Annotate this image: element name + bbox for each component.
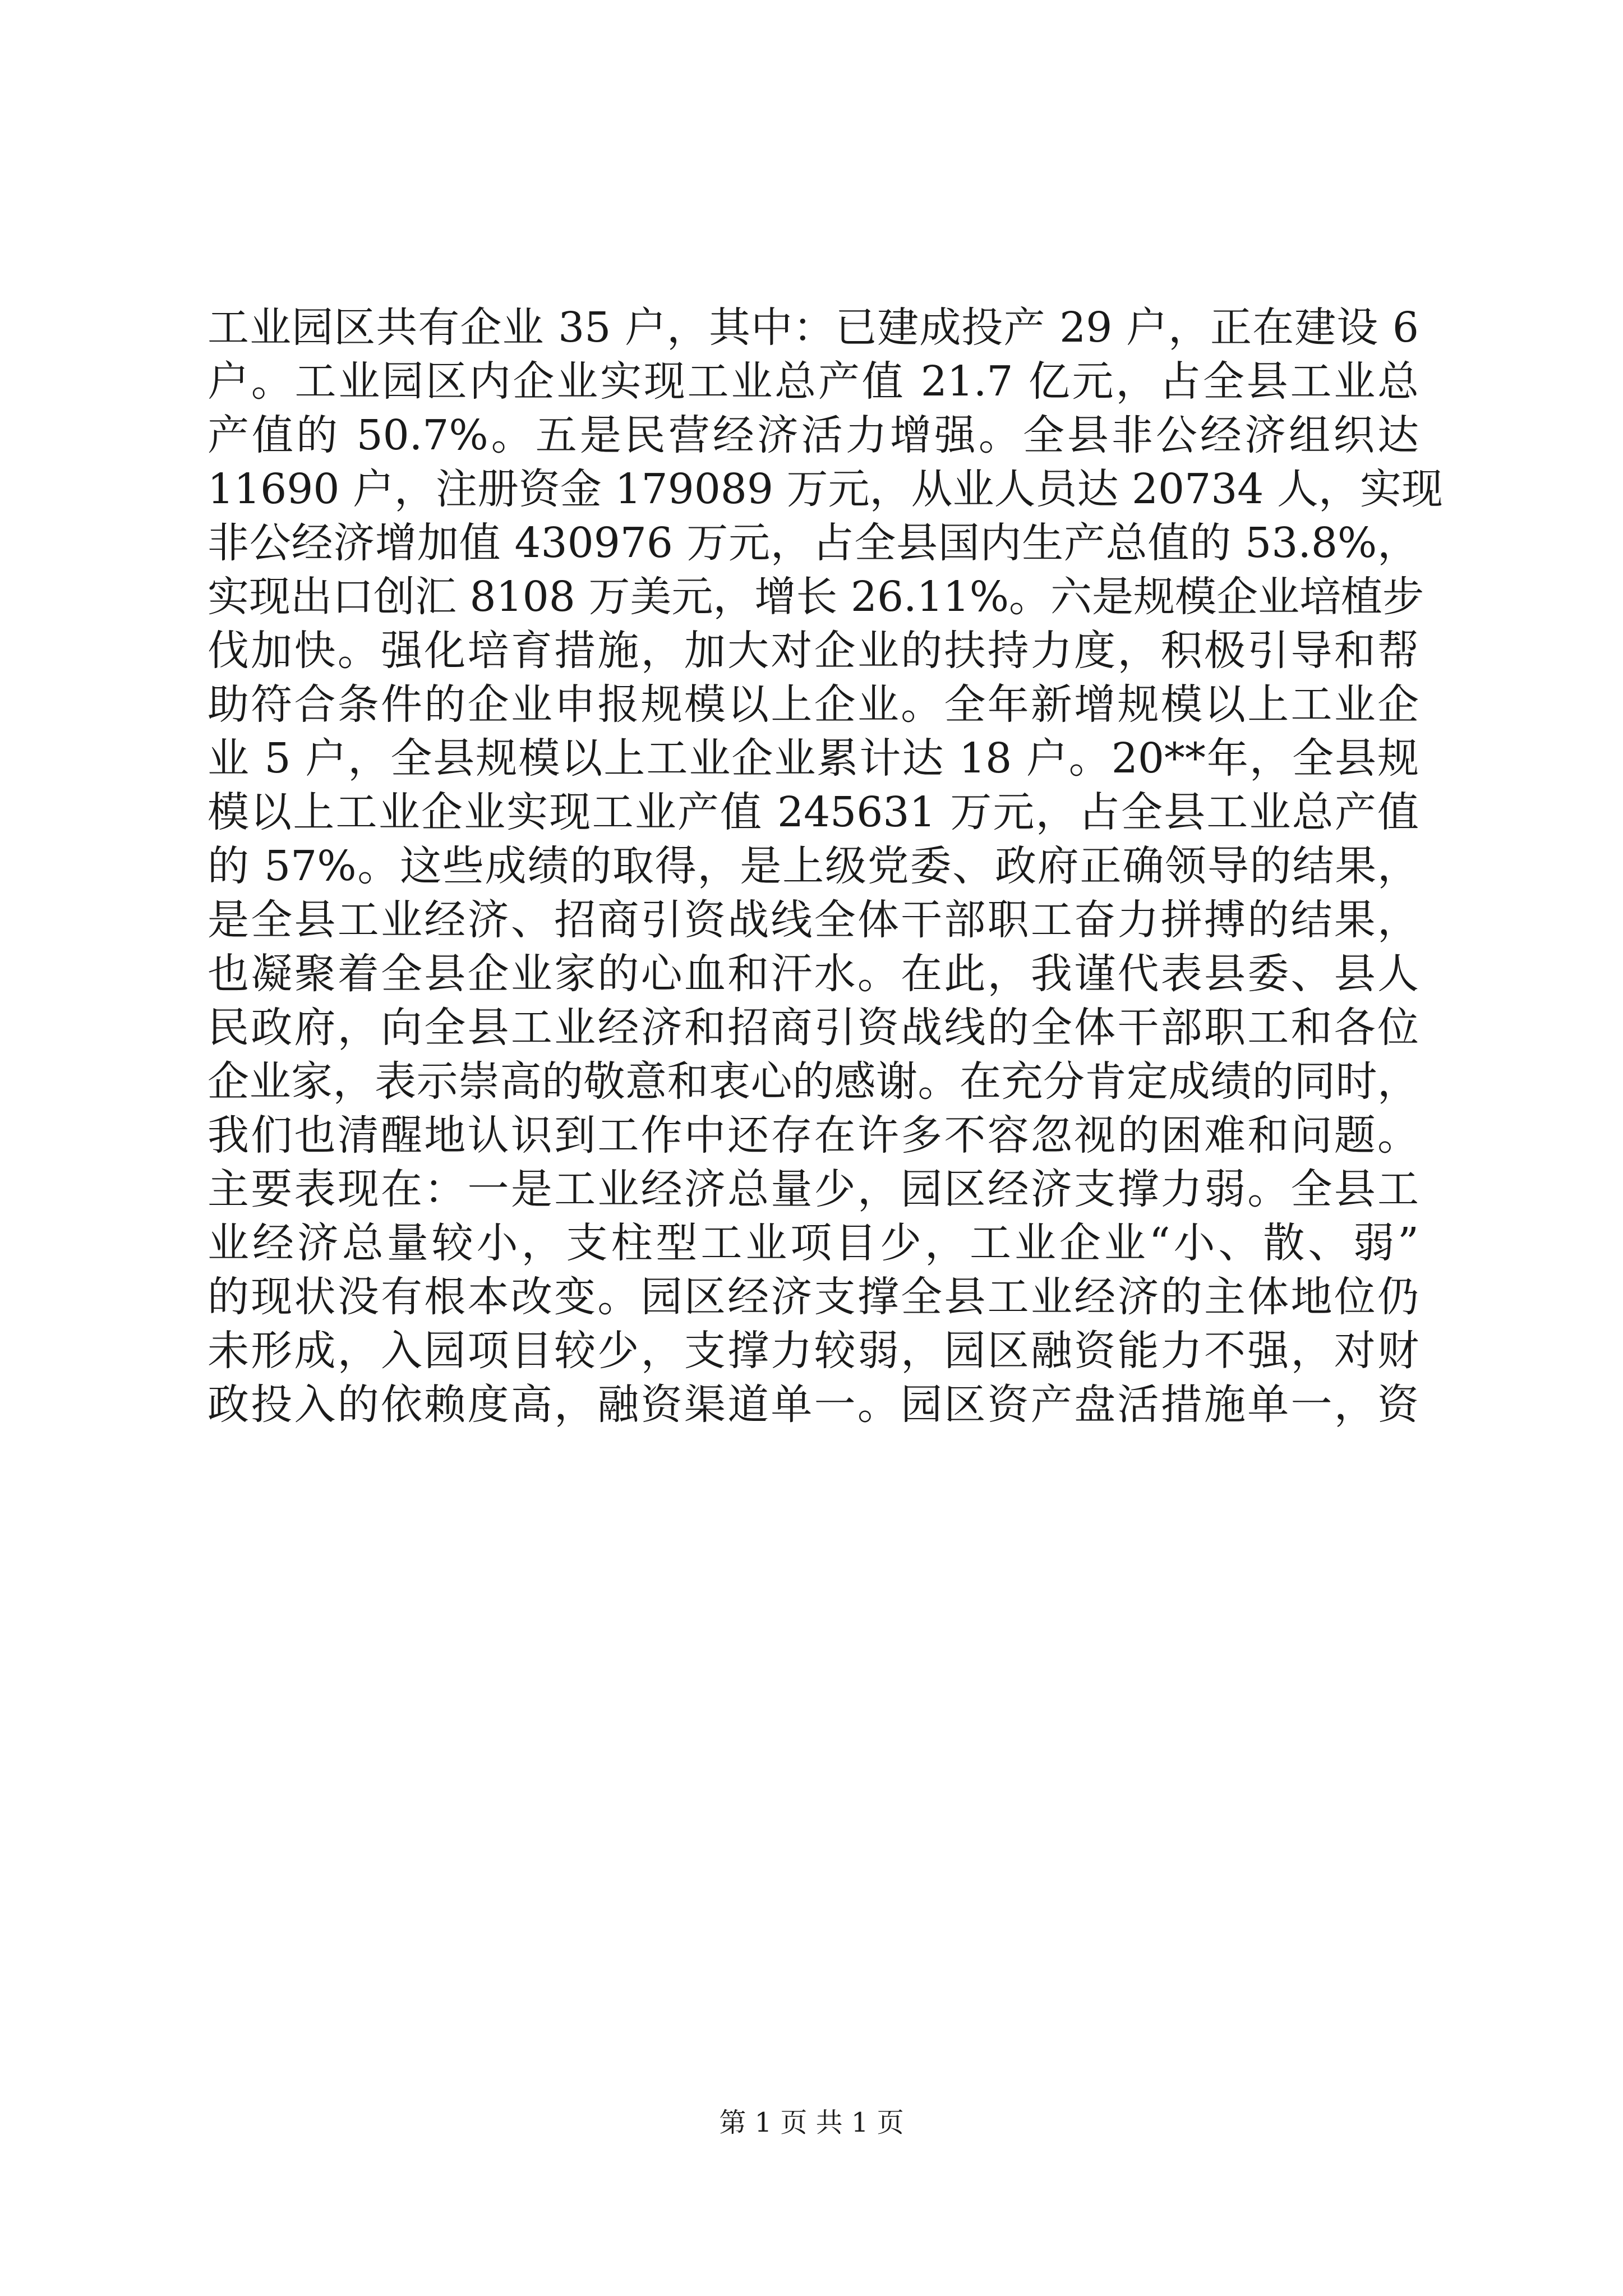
text-line: 的现状没有根本改变。园区经济支撑全县工业经济的主体地位仍 [208, 1273, 1419, 1321]
text-line: 户。工业园区内企业实现工业总产值 21.7 亿元，占全县工业总 [208, 357, 1419, 406]
text-line: 我们也清醒地认识到工作中还存在许多不容忽视的困难和问题。 [208, 1111, 1419, 1159]
text-line: 产值的 50.7%。五是民营经济活力增强。全县非公经济组织达 [208, 411, 1419, 459]
text-line: 政投入的依赖度高，融资渠道单一。园区资产盘活措施单一，资 [208, 1381, 1419, 1429]
text-line: 民政府，向全县工业经济和招商引资战线的全体干部职工和各位 [208, 1004, 1419, 1052]
text-line: 的 57%。这些成绩的取得，是上级党委、政府正确领导的结果， [208, 842, 1419, 890]
text-line: 业经济总量较小，支柱型工业项目少，工业企业“小、散、弱” [208, 1219, 1419, 1267]
text-line: 伐加快。强化培育措施，加大对企业的扶持力度，积极引导和帮 [208, 627, 1419, 675]
text-line: 模以上工业企业实现工业产值 245631 万元，占全县工业总产值 [208, 788, 1419, 836]
text-line: 非公经济增加值 430976 万元，占全县国内生产总值的 53.8%， [208, 519, 1419, 567]
text-line: 工业园区共有企业 35 户，其中：已建成投产 29 户，正在建设 6 [208, 303, 1419, 352]
page-footer [0, 2101, 1623, 2139]
page-number-label: 第 1 页 共 1 页 [719, 2107, 904, 2138]
text-line: 实现出口创汇 8108 万美元，增长 26.11%。六是规模企业培植步 [208, 573, 1424, 621]
text-line: 助符合条件的企业申报规模以上企业。全年新增规模以上工业企 [208, 680, 1419, 729]
text-line: 业 5 户，全县规模以上工业企业累计达 18 户。20**年，全县规 [208, 734, 1419, 783]
body-paragraph [208, 301, 1443, 1432]
text-line: 是全县工业经济、招商引资战线全体干部职工奋力拼搏的结果， [208, 896, 1419, 944]
text-line: 11690 户，注册资金 179089 万元，从业人员达 20734 人，实现 [208, 465, 1443, 513]
text-line: 企业家，表示崇高的敬意和衷心的感谢。在充分肯定成绩的同时， [208, 1057, 1419, 1106]
text-line: 也凝聚着全县企业家的心血和汗水。在此，我谨代表县委、县人 [208, 950, 1419, 998]
text-line: 未形成，入园项目较少，支撑力较弱，园区融资能力不强，对财 [208, 1327, 1419, 1375]
text-line: 主要表现在：一是工业经济总量少，园区经济支撑力弱。全县工 [208, 1165, 1419, 1213]
